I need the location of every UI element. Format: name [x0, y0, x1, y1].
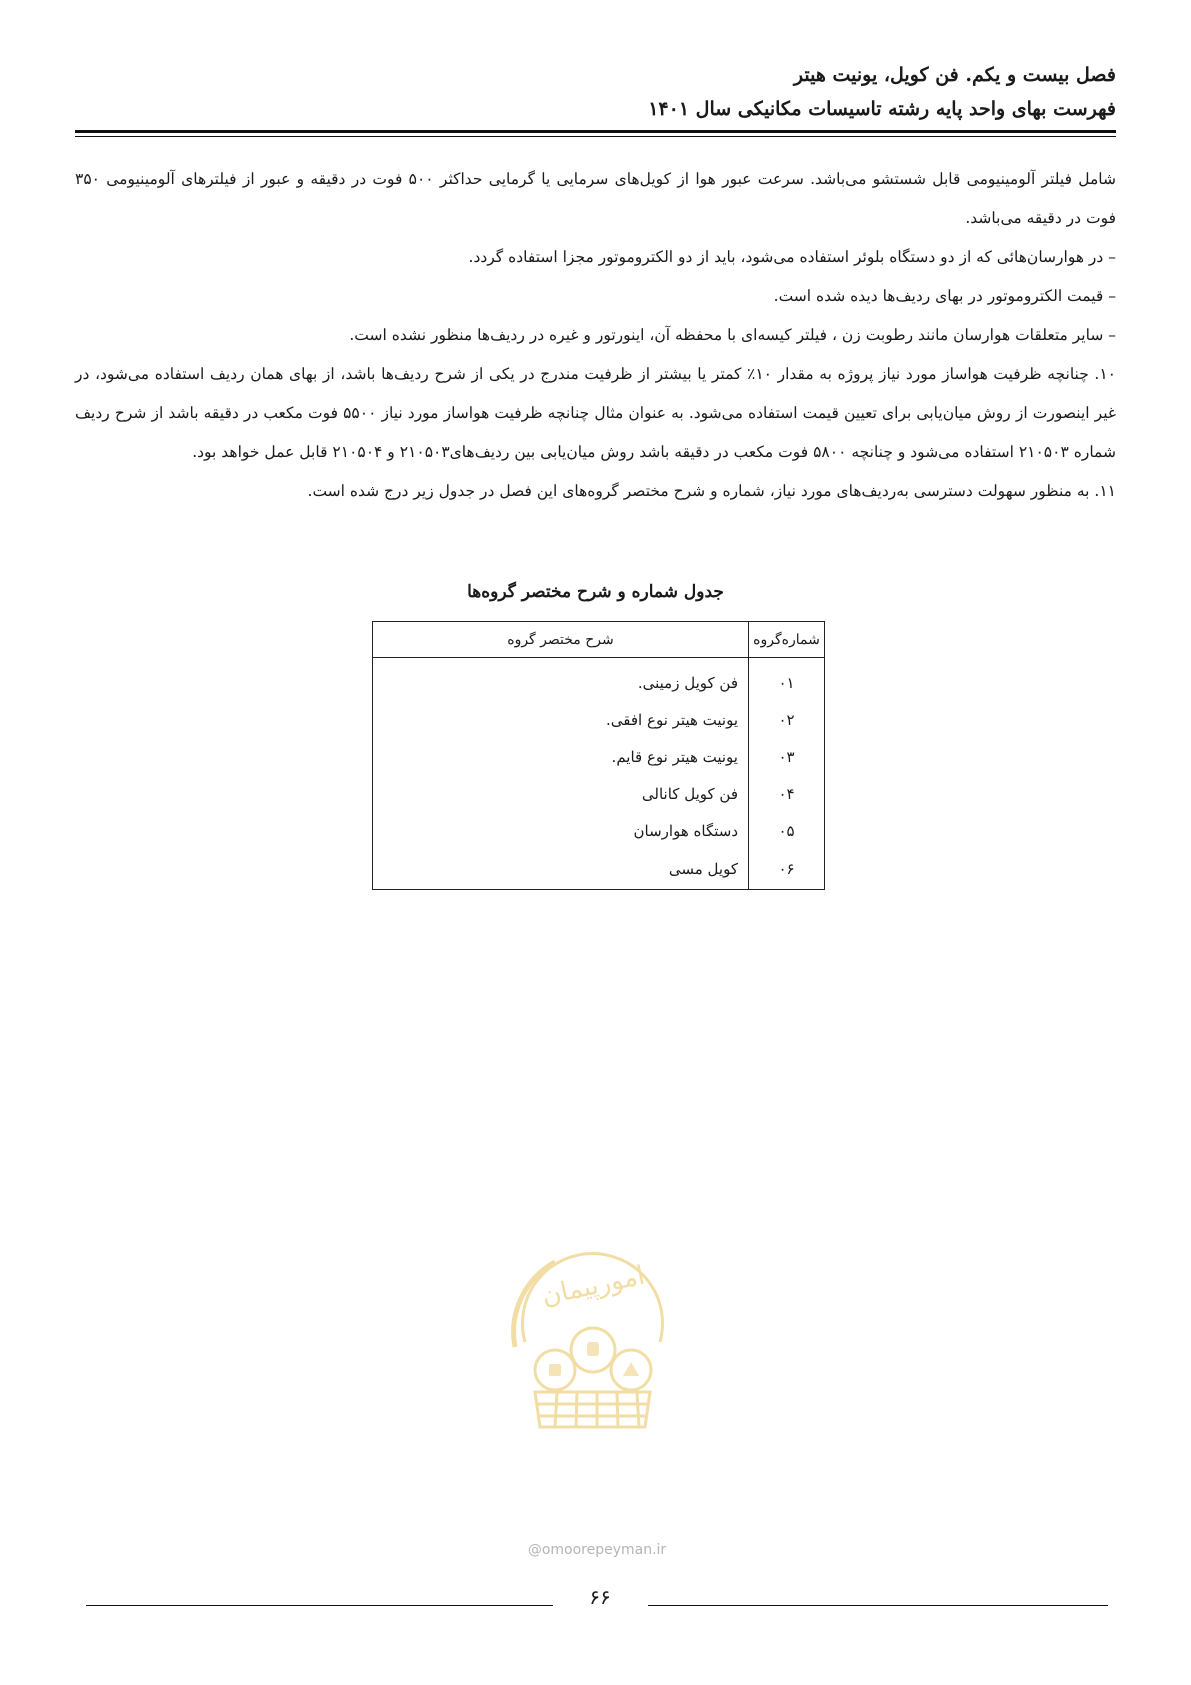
group-description: یونیت هیتر نوع افقی.: [373, 701, 749, 738]
group-description: فن کویل زمینی.: [373, 658, 749, 702]
site-url: @omoorepeyman.ir: [527, 1542, 667, 1558]
watermark-logo: [495, 1222, 690, 1432]
group-number: ۰۳: [749, 738, 825, 775]
table-row: [373, 658, 825, 702]
group-description: یونیت هیتر نوع قایم.: [373, 738, 749, 775]
group-number: ۰۱: [749, 658, 825, 702]
group-number: ۰۲: [749, 701, 825, 738]
table-title: جدول شماره و شرح مختصر گروه‌ها: [467, 582, 724, 602]
logo-emblem-icon: [495, 1222, 690, 1432]
table-row: [373, 775, 825, 812]
paragraph: شامل فیلتر آلومینیومی قابل شستشو می‌باشد. سرعت عبور هوا از کویل‌های سرمایی یا گرمایی حداکثر ۵۰۰ فوت در دقیقه و عبور از فیلترهای آلومینیومی ۳۵۰ فوت در دقیقه می‌باشد.: [75, 170, 1116, 227]
paragraph: ۱۰. چنانچه ظرفیت هواساز مورد نیاز پروژه به مقدار ۱۰٪ کمتر یا بیشتر از ظرفیت مندرج در یکی از شرح ردیف‌ها باشد، از بهای همان ردیف استفاده می‌شود، در غیر اینصورت از روش میان‌یابی برای تعیین قیمت استفاده می‌شود. به عنوان مثال چنانچه ظرفیت هواساز مورد نیاز ۵۵۰۰ فوت مکعب در دقیقه باشد از شرح ردیف شماره ۲۱۰۵۰۳ استفاده می‌شود و چنانچه ۵۸۰۰ فوت مکعب در دقیقه باشد روش میان‌یابی بین ردیف‌های۲۱۰۵۰۳ و ۲۱۰۵۰۴ قابل عمل خواهد بود.: [75, 365, 1116, 461]
header-rule-thick: [75, 130, 1116, 133]
table-row: [373, 738, 825, 775]
paragraph: – سایر متعلقات هوارسان مانند رطوبت زن ، فیلتر کیسه‌ای با محفظه آن، اینورتور و غیره در ردیف‌ها منظور نشده است.: [349, 326, 1116, 344]
header-rule-thin: [75, 136, 1116, 137]
paragraph: – قیمت الکتروموتور در بهای ردیف‌ها دیده شده است.: [773, 287, 1116, 305]
paragraph: ۱۱. به منظور سهولت دسترسی به‌ردیف‌های مورد نیاز، شماره و شرح مختصر گروه‌های این فصل در جدول زیر درج شده است.: [307, 482, 1116, 500]
table-header-row: [373, 622, 825, 658]
page-number: ۶۶: [589, 1585, 611, 1609]
group-description: دستگاه هوارسان: [373, 812, 749, 849]
group-description: کویل مسی: [373, 849, 749, 890]
chapter-title: فصل بیست و یکم. فن کویل، یونیت هیتر: [793, 64, 1116, 86]
header-group-number: شماره‌گروه: [749, 622, 825, 658]
table-row: [373, 701, 825, 738]
footer-rule-right: [648, 1605, 1108, 1606]
table-row: [373, 849, 825, 890]
logo-text: امورپیمان: [539, 1260, 648, 1312]
group-description: فن کویل کانالی: [373, 775, 749, 812]
header-group-description: شرح مختصر گروه: [373, 622, 749, 658]
page-header: [75, 58, 1116, 126]
group-number: ۰۵: [749, 812, 825, 849]
table-row: [373, 812, 825, 849]
book-title: فهرست بهای واحد پایه رشته تاسیسات مکانیکی سال ۱۴۰۱: [648, 98, 1116, 120]
group-number: ۰۶: [749, 849, 825, 890]
footer-rule-left: [86, 1605, 553, 1606]
paragraph: – در هوارسان‌هائی که از دو دستگاه بلوئر استفاده می‌شود، باید از دو الکتروموتور مجزا استفاده گردد.: [468, 248, 1116, 266]
body-text: [75, 160, 1116, 511]
groups-table: [372, 621, 825, 890]
group-number: ۰۴: [749, 775, 825, 812]
